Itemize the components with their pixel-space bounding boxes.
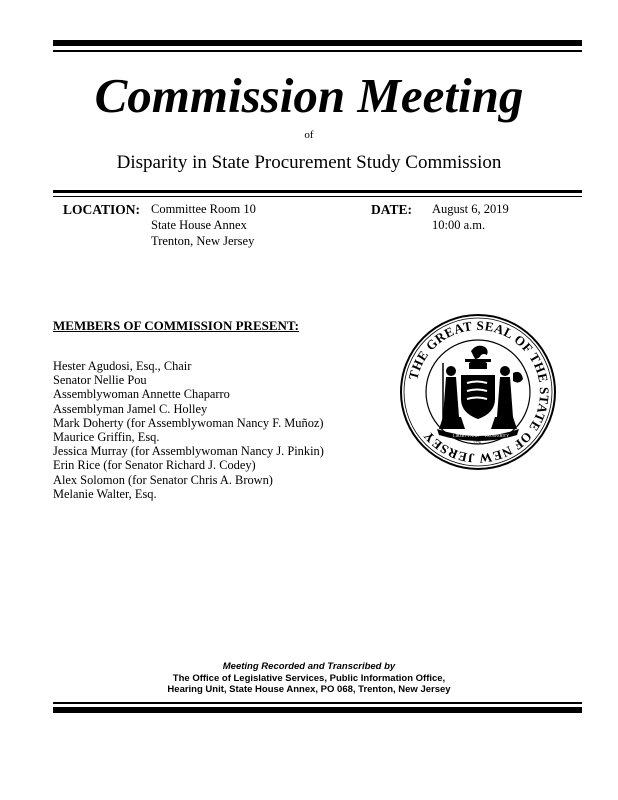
list-item: Maurice Griffin, Esq. xyxy=(53,430,160,445)
page-title: Commission Meeting xyxy=(94,68,524,123)
date-label: DATE: xyxy=(371,202,413,217)
title-connector: of xyxy=(304,129,314,141)
seal-ring-text: THE GREAT SEAL OF THE STATE OF NEW JERSEY xyxy=(405,317,553,467)
footer-line2: The Office of Legislative Services, Public Information Office, xyxy=(172,672,446,684)
list-item: Assemblywoman Annette Chaparro xyxy=(53,387,230,402)
list-item: Alex Solomon (for Senator Chris A. Brown) xyxy=(53,472,273,487)
mid-rule-thick xyxy=(53,190,582,193)
list-item: Mark Doherty (for Assemblywoman Nancy F. Muñoz) xyxy=(53,415,324,430)
list-item: Senator Nellie Pou xyxy=(53,373,147,388)
bottom-rule-thick xyxy=(53,707,582,713)
members-heading: MEMBERS OF COMMISSION PRESENT: xyxy=(53,318,299,333)
list-item: Jessica Murray (for Assemblywoman Nancy J. Pinkin) xyxy=(53,444,324,459)
list-item: Melanie Walter, Esq. xyxy=(53,486,157,501)
bottom-rule-thin xyxy=(53,702,582,704)
list-item: Hester Agudosi, Esq., Chair xyxy=(53,359,192,373)
location-label: LOCATION: xyxy=(63,202,141,217)
seal-ribbon-left: LIBERTY AND xyxy=(453,433,479,438)
location-value xyxy=(151,201,256,249)
list-item: Erin Rice (for Senator Richard J. Codey) xyxy=(53,458,256,473)
seal-ribbon-right: PROSPERITY xyxy=(485,433,510,438)
commission-name: Disparity in State Procurement Study Commission xyxy=(116,152,502,173)
state-seal-icon xyxy=(399,313,557,471)
date-line: August 6, 2019 xyxy=(432,202,509,216)
footer-line1: Meeting Recorded and Transcribed by xyxy=(222,661,396,672)
top-rule-thick xyxy=(53,40,582,46)
top-rule-thin xyxy=(53,50,582,52)
footer-credit xyxy=(0,661,618,696)
list-item: Assemblyman Jamel C. Holley xyxy=(53,401,208,416)
seal-year: 1776 xyxy=(473,440,481,445)
mid-rule-thin xyxy=(53,196,582,197)
location-line: Trenton, New Jersey xyxy=(151,234,255,248)
members-list xyxy=(53,359,324,501)
location-line: State House Annex xyxy=(151,218,247,232)
location-line: Committee Room 10 xyxy=(151,202,256,216)
footer-line3: Hearing Unit, State House Annex, PO 068, Trenton, New Jersey xyxy=(167,684,451,695)
date-line: 10:00 a.m. xyxy=(432,218,486,232)
date-value xyxy=(432,201,509,233)
